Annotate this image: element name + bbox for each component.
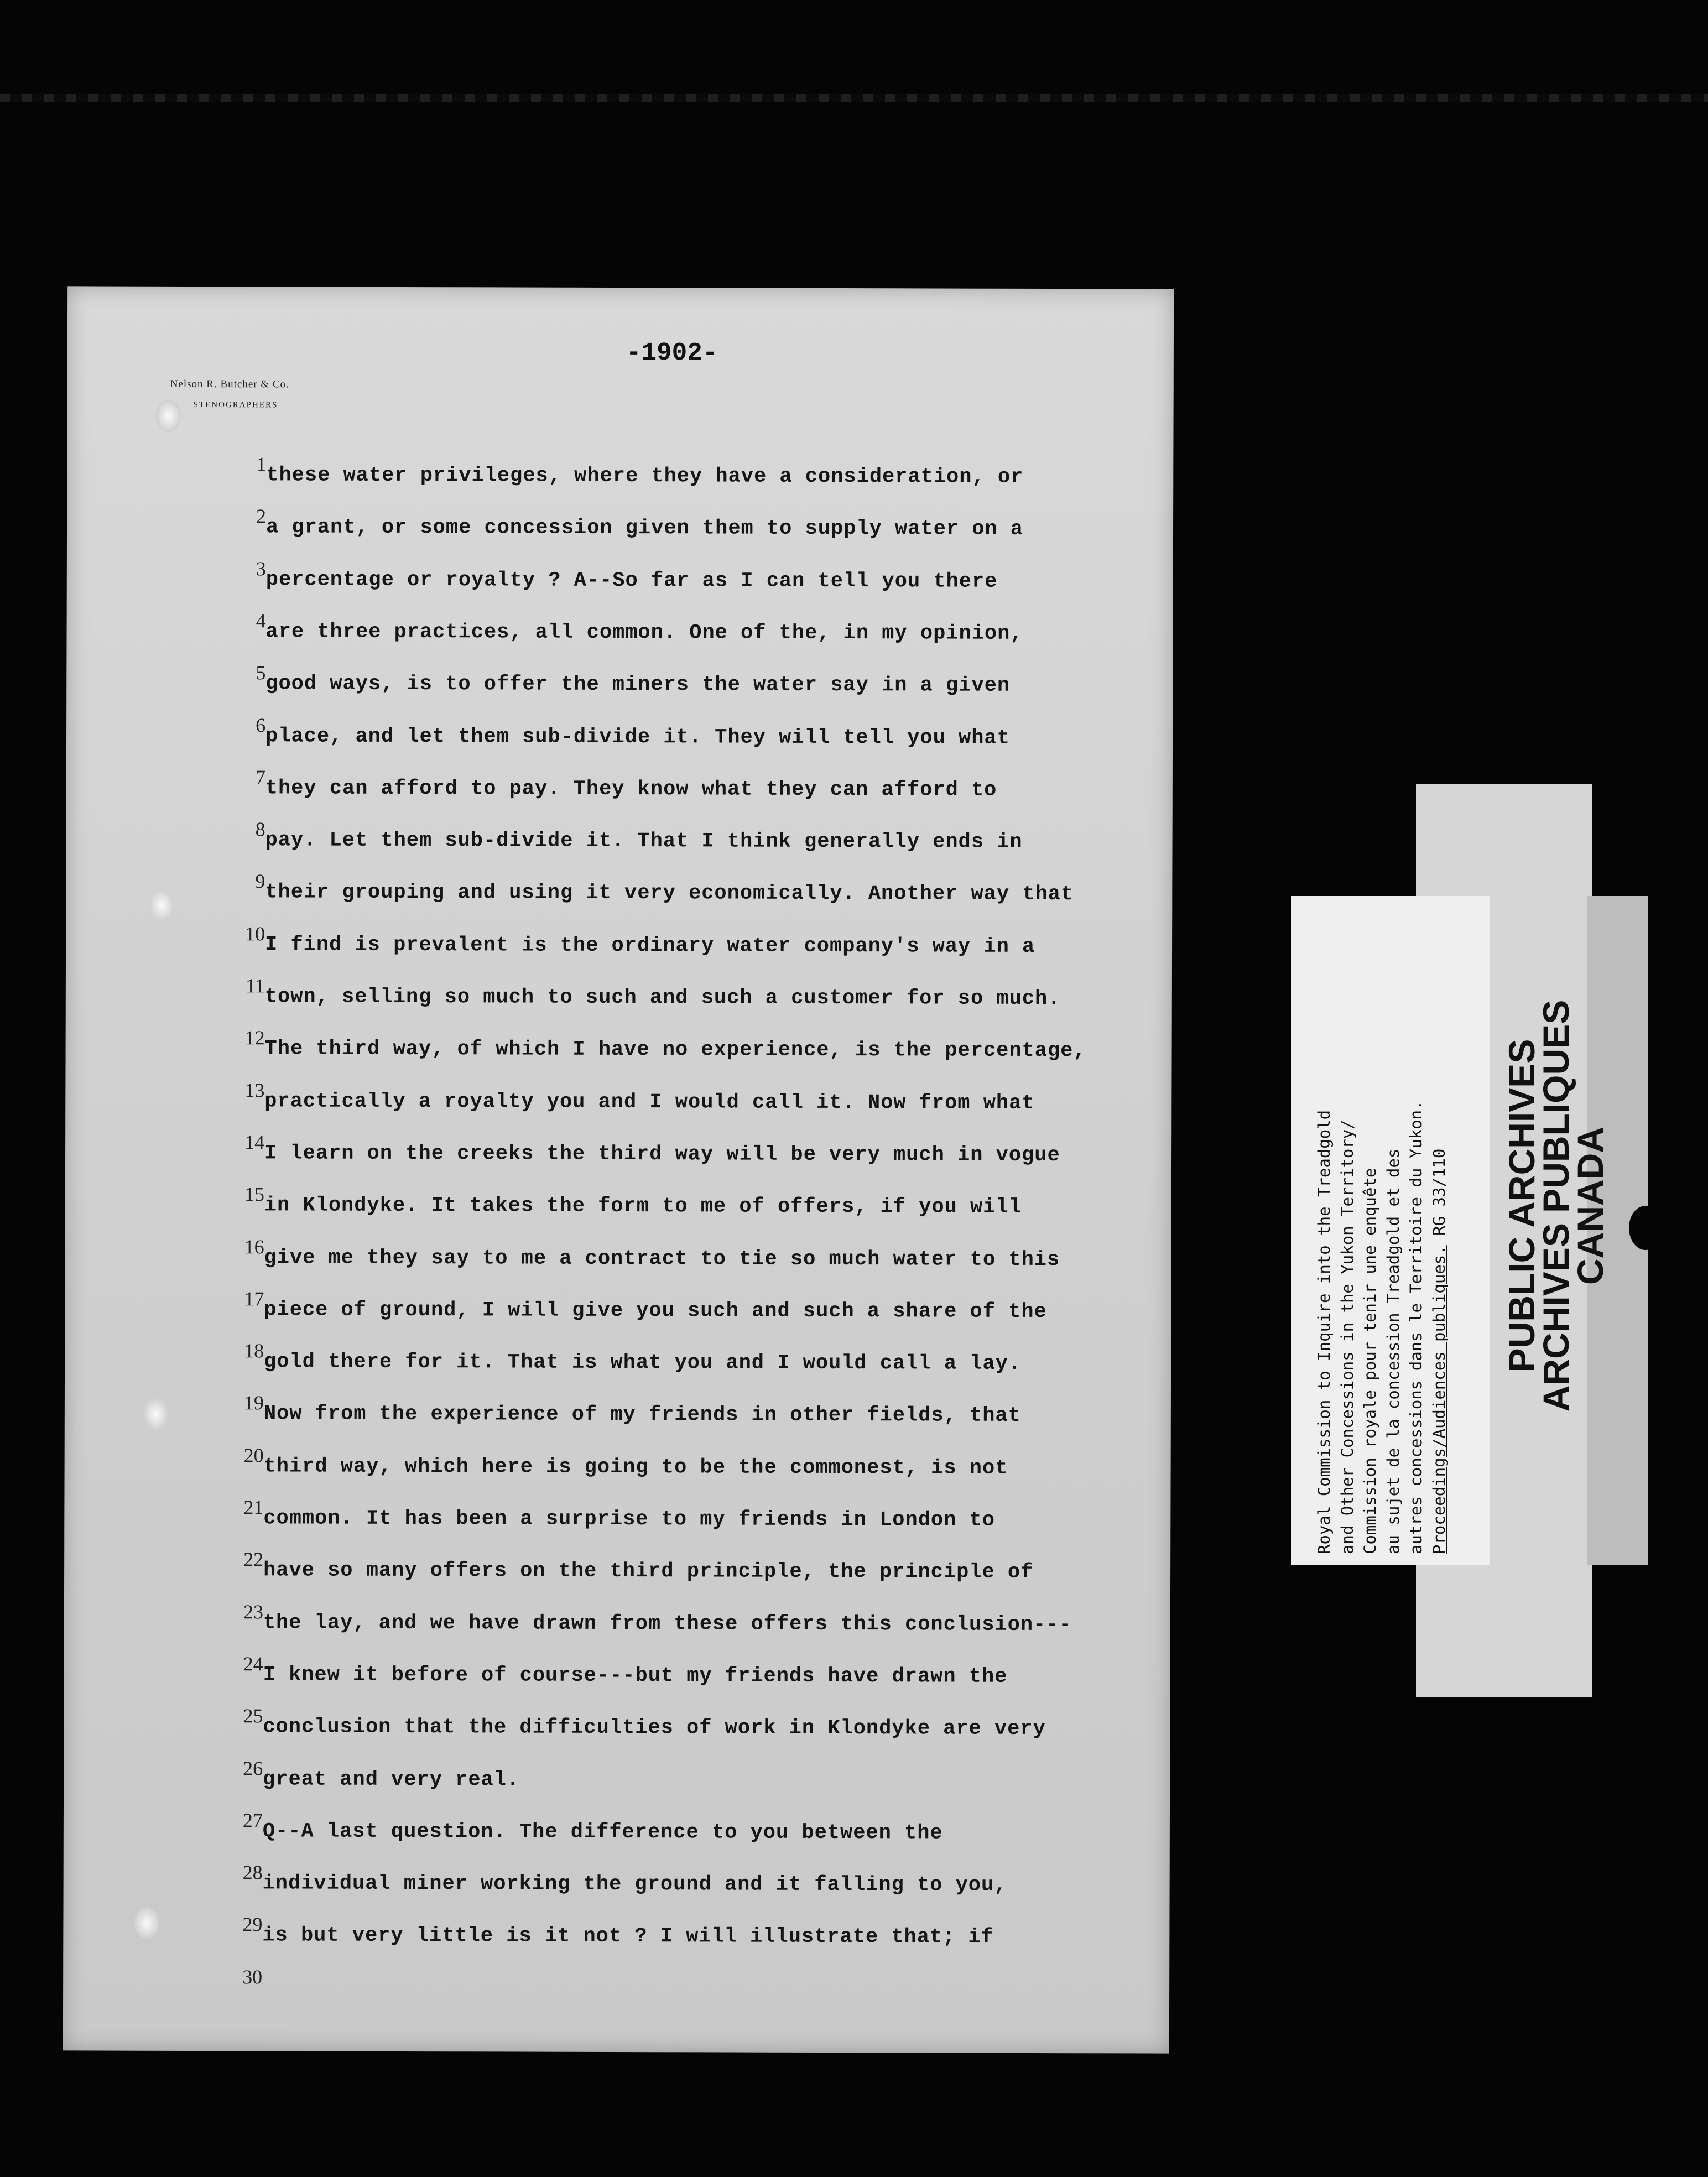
line-number: 28 — [242, 1861, 263, 1884]
transcript-line: The third way, of which I have no experience, is the percentage, — [264, 1037, 1086, 1063]
transcript-line: percentage or royalty ? A--So far as I can tell you there — [265, 567, 998, 593]
line-number: 13 — [244, 1079, 265, 1101]
line-number: 2 — [256, 505, 267, 528]
line-number: 5 — [256, 662, 266, 684]
archive-label-text — [1313, 902, 1451, 1554]
line-number: 29 — [242, 1913, 263, 1936]
transcript-line: common. It has been a surprise to my friends in London to — [263, 1507, 996, 1532]
transcript-line: I learn on the creeks the third way will be very much in vogue — [264, 1142, 1060, 1167]
transcript-line: I knew it before of course---but my friends have drawn the — [263, 1663, 1008, 1689]
line-number: 10 — [245, 922, 265, 945]
transcript-line: Q--A last question. The difference to you between the — [262, 1820, 943, 1845]
label-proceedings: Proceedings/Audiences publiques. — [1429, 1245, 1449, 1554]
transcript-line: Now from the experience of my friends in other fields, that — [263, 1402, 1021, 1428]
stamp-line: CANADA — [1570, 1127, 1611, 1285]
stamp-line: ARCHIVES PUBLIQUES — [1535, 999, 1576, 1412]
transcript-line: they can afford to pay. They know what they can afford to — [265, 777, 997, 802]
label-line-last — [1428, 902, 1451, 1554]
film-edge — [0, 94, 1708, 102]
transcript-line: third way, which here is going to be the commonest, is not — [263, 1455, 1008, 1480]
transcript-line: have so many offers on the third principle, the principle of — [263, 1559, 1034, 1585]
transcript-line: is but very little is it not ? I will illustrate that; if — [262, 1924, 994, 1950]
transcript-line: conclusion that the difficulties of work in Klondyke are very — [263, 1715, 1046, 1741]
line-number: 24 — [243, 1653, 263, 1675]
transcript-line: their grouping and using it very economically. Another way that — [265, 881, 1074, 907]
label-line: and Other Concessions in the Yukon Territory/ — [1337, 1119, 1357, 1554]
line-number: 27 — [242, 1809, 263, 1832]
line-number: 20 — [243, 1444, 264, 1467]
label-line: Commission royale pour tenir une enquête — [1361, 1168, 1379, 1554]
line-number: 18 — [244, 1340, 264, 1362]
line-number: 19 — [243, 1392, 264, 1414]
transcript-line: I find is prevalent is the ordinary water company's way in a — [265, 933, 1035, 959]
transcript-line: great and very real. — [263, 1767, 520, 1792]
line-number: 1 — [256, 453, 267, 476]
transcript-line: good ways, is to offer the miners the water say in a given — [265, 672, 1011, 698]
line-number: 11 — [246, 975, 265, 997]
line-number: 30 — [242, 1965, 263, 1988]
punch-hole — [155, 400, 181, 432]
transcript-line: are three practices, all common. One of the, in my opinion, — [265, 620, 1023, 645]
line-number: 12 — [244, 1027, 265, 1049]
line-number: 4 — [256, 610, 266, 632]
transcript-line: town, selling so much to such and such a customer for so much. — [264, 985, 1061, 1011]
transcript-line: place, and let them sub-divide it. They will tell you what — [265, 724, 1010, 750]
firm-role: STENOGRAPHERS — [193, 400, 278, 410]
line-number: 16 — [244, 1235, 264, 1258]
line-number: 14 — [244, 1131, 265, 1154]
line-number: 7 — [255, 766, 265, 789]
punch-hole — [143, 1398, 169, 1430]
punch-hole — [134, 1907, 159, 1939]
line-number: 25 — [243, 1705, 263, 1727]
line-number: 22 — [243, 1548, 264, 1571]
transcript-line: a grant, or some concession given them to supply water on a — [265, 515, 1024, 541]
line-number: 6 — [256, 713, 266, 736]
label-line: autres concessions dans le Territoire du Yukon. — [1407, 1100, 1425, 1554]
line-number: 21 — [243, 1496, 264, 1519]
transcript-line: piece of ground, I will give you such and such a share of the — [264, 1298, 1047, 1324]
label-line: au sujet de la concession Treadgold et des — [1383, 1148, 1403, 1554]
transcript-line: gold there for it. That is what you and I would call a lay. — [264, 1350, 1022, 1376]
line-number: 26 — [243, 1757, 263, 1779]
transcript-line: individual miner working the ground and it falling to you, — [262, 1872, 1007, 1897]
line-number: 15 — [244, 1183, 264, 1206]
transcript-line: give me they say to me a contract to tie so much water to this — [264, 1246, 1060, 1272]
label-reference: RG 33/110 — [1429, 1148, 1449, 1236]
transcript-line: pay. Let them sub-divide it. That I think generally ends in — [265, 829, 1023, 855]
archive-card-notch — [1629, 1206, 1662, 1250]
transcript-page — [63, 286, 1174, 2053]
line-number: 9 — [255, 870, 265, 893]
archives-stamp — [1501, 985, 1611, 1427]
transcript-line: practically a royalty you and I would call it. Now from what — [264, 1089, 1035, 1115]
line-number: 8 — [255, 818, 265, 841]
transcript-line: in Klondyke. It takes the form to me of offers, if you will — [264, 1194, 1022, 1220]
line-number: 3 — [256, 557, 266, 580]
line-number: 17 — [244, 1288, 264, 1310]
transcript-line: the lay, and we have drawn from these offers this conclusion--- — [263, 1611, 1072, 1637]
transcript-line: these water privileges, where they have a consideration, or — [266, 463, 1024, 489]
page-number: -1902- — [626, 338, 718, 368]
punch-hole — [149, 889, 174, 921]
stamp-line: PUBLIC ARCHIVES — [1501, 1039, 1542, 1373]
label-line: Royal Commission to Inquire into the Treadgold — [1315, 1110, 1334, 1554]
line-number: 23 — [243, 1600, 263, 1623]
firm-name: Nelson R. Butcher & Co. — [170, 378, 289, 390]
